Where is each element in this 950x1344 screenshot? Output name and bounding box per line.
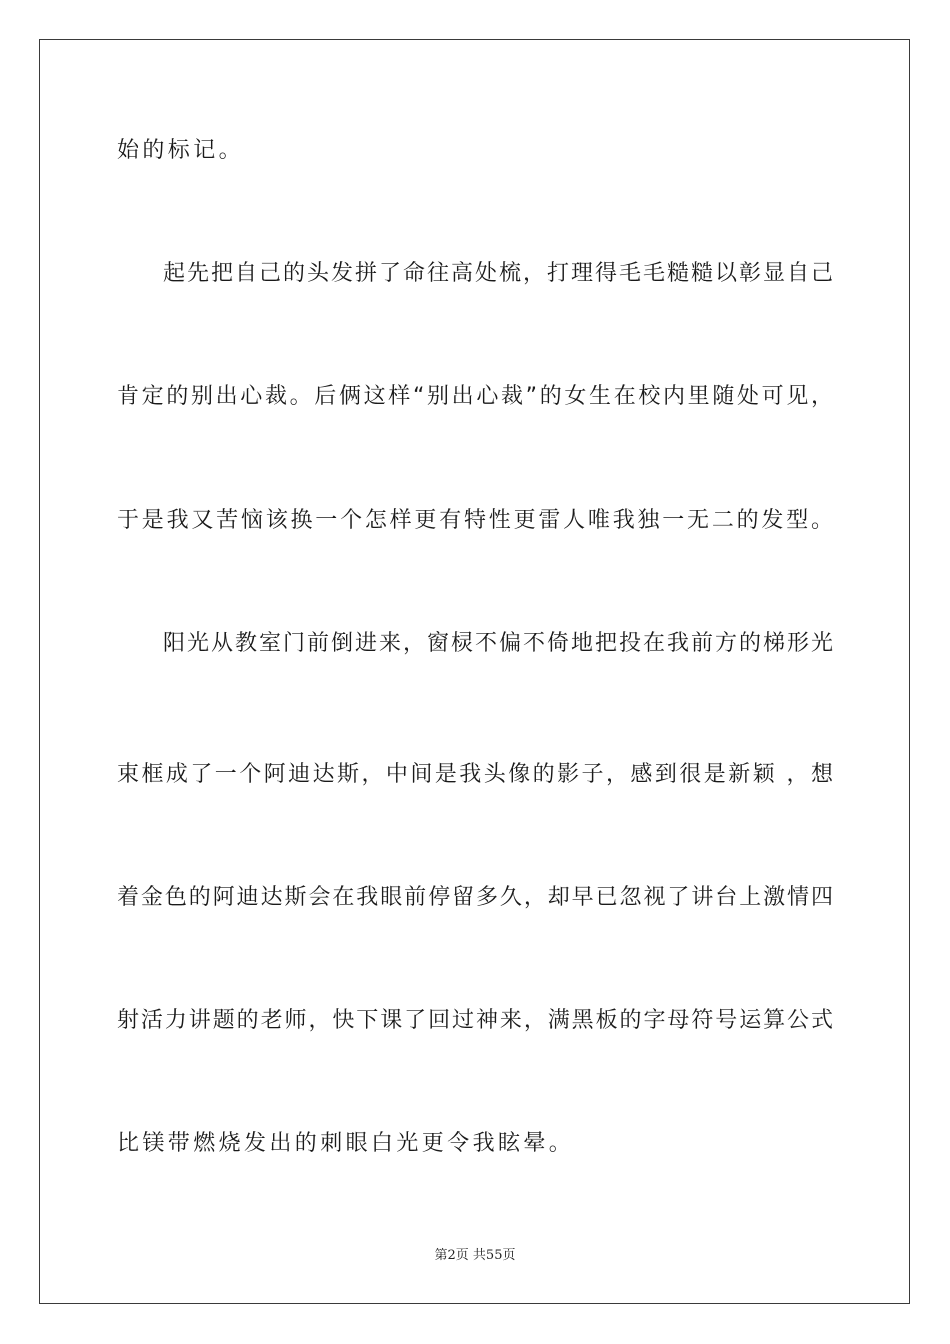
text-line-6: 束框成了一个阿迪达斯，中间是我头像的影子，感到很是新颖 ，想 xyxy=(117,762,833,787)
text-line-3: 肯定的别出心裁。后俩这样“别出心裁”的女生在校内里随处可见， xyxy=(117,384,833,409)
page-footer: 第2页 共55页 xyxy=(434,1248,516,1263)
text-line-7: 着金色的阿迪达斯会在我眼前停留多久，却早已忽视了讲台上激情四 xyxy=(117,885,833,910)
page-border xyxy=(39,39,910,1304)
text-line-9: 比镁带燃烧发出的刺眼白光更令我眩晕。 xyxy=(117,1131,575,1156)
text-line-4: 于是我又苦恼该换一个怎样更有特性更雷人唯我独一无二的发型。 xyxy=(117,508,833,533)
text-line-1: 始的标记。 xyxy=(117,138,245,163)
text-line-8: 射活力讲题的老师，快下课了回过神来，满黑板的字母符号运算公式 xyxy=(117,1008,833,1033)
text-line-2: 起先把自己的头发拼了命往高处梳，打理得毛毛糙糙以彰显自己 xyxy=(163,261,833,286)
text-line-5: 阳光从教室门前倒进来，窗棂不偏不倚地把投在我前方的梯形光 xyxy=(163,631,833,656)
